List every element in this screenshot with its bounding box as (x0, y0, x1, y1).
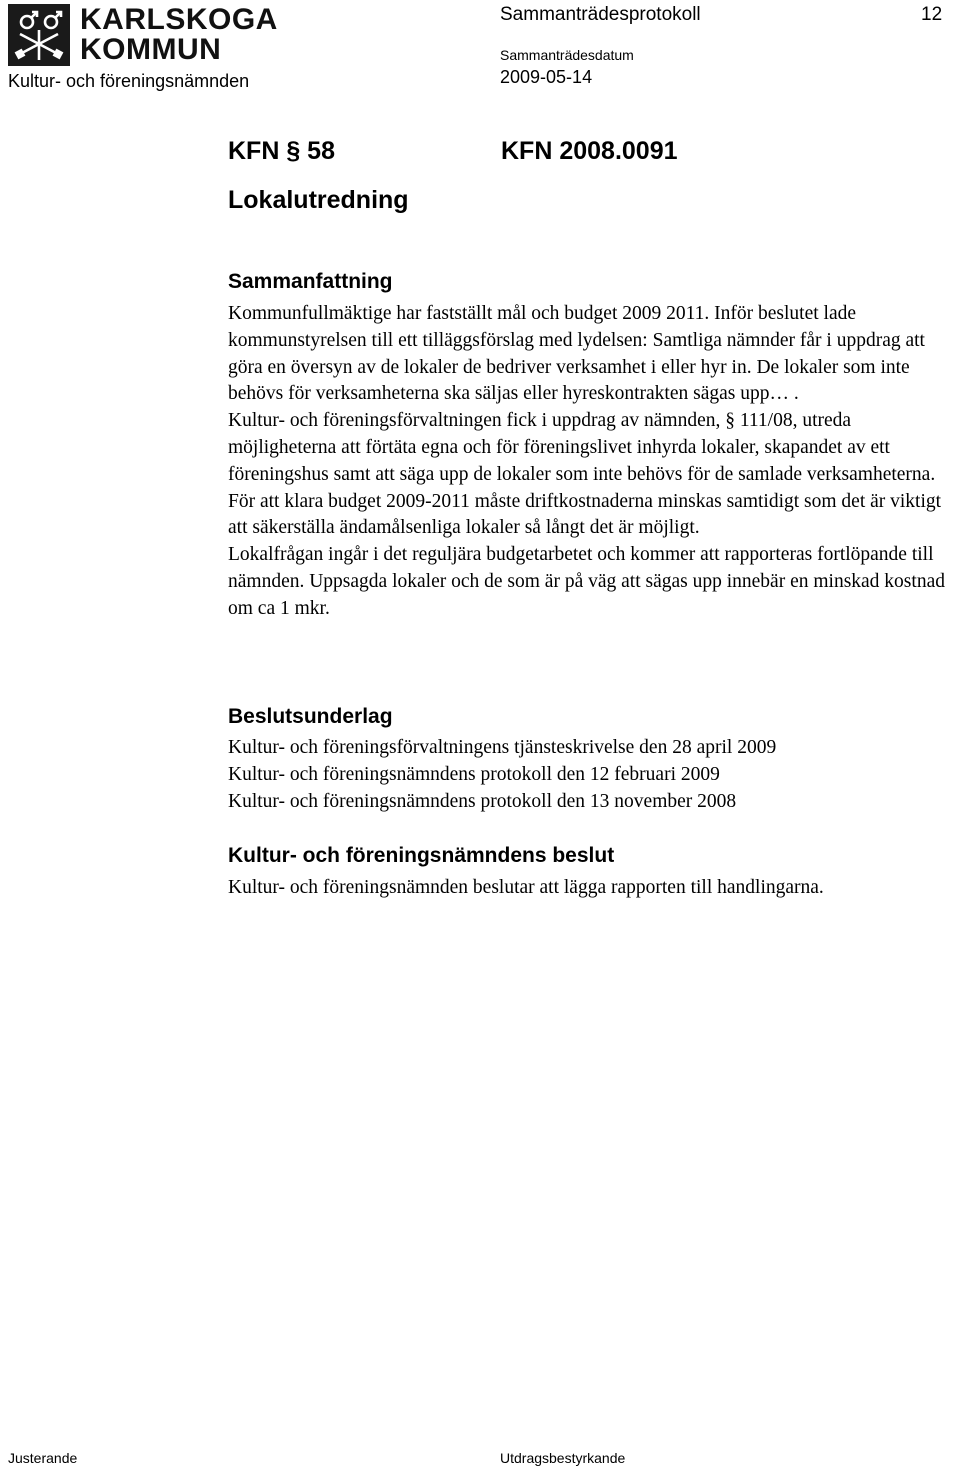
footer-justerande-label: Justerande (8, 1450, 78, 1466)
brand-name-line2: KOMMUN (80, 33, 222, 66)
decision-text: Kultur- och föreningsnämnden beslutar att lägga rapporten till handlingarna. (228, 877, 824, 898)
protocol-title: Sammanträdesprotokoll (500, 4, 701, 25)
footer-utdragsbestyrkande-label: Utdragsbestyrkande (500, 1450, 626, 1466)
summary-paragraph: Lokalfrågan ingår i det reguljära budgetarbetet och kommer att rapporteras fortlöpande till nämnden. Uppsagda lokaler och de som är på väg att sägas upp innebär en minskad kostnad om ca 1 mkr. (228, 544, 945, 619)
meeting-date-label: Sammanträdesdatum (500, 47, 634, 63)
paragraph-reference: KFN § 58 (228, 137, 335, 165)
meeting-date-value: 2009-05-14 (500, 67, 593, 87)
summary-body (228, 301, 948, 623)
decision-basis-item: Kultur- och föreningsförvaltningens tjänsteskrivelse den 28 april 2009 (228, 737, 777, 758)
case-number: KFN 2008.0091 (501, 137, 678, 165)
page-title: Lokalutredning (228, 186, 409, 214)
page-number: 12 (921, 4, 943, 25)
decision-heading: Kultur- och föreningsnämndens beslut (228, 844, 615, 867)
summary-heading: Sammanfattning (228, 270, 393, 293)
summary-paragraph: Kommunfullmäktige har fastställt mål och budget 2009 2011. Inför beslutet lade kommunstyrelsen till ett tilläggsförslag med lydelsen: Samtliga nämnder får i uppdrag att göra en översyn av de lokaler de bedriver verksamhet i eller hyr in. De lokaler som inte behövs för verksamheterna ska säljas eller hyreskontrakten sägas upp… . (228, 303, 925, 405)
brand-name-line1: KARLSKOGA (80, 3, 278, 36)
decision-basis-heading: Beslutsunderlag (228, 705, 393, 728)
decision-basis-item: Kultur- och föreningsnämndens protokoll den 12 februari 2009 (228, 764, 720, 785)
committee-name: Kultur- och föreningsnämnden (8, 71, 250, 91)
decision-basis-item: Kultur- och föreningsnämndens protokoll den 13 november 2008 (228, 791, 737, 812)
municipality-logo-icon (8, 4, 70, 66)
summary-paragraph: Kultur- och föreningsförvaltningen fick i uppdrag av nämnden, § 111/08, utreda möjligheterna att förtäta egna och för föreningslivet inhyrda lokaler, skapandet av ett föreningshus samt att säga upp de lokaler som inte behövs för de samlade verksamheterna. För att klara budget 2009-2011 måste driftkostnaderna minskas samtidigt som det är viktigt att säkerställa ändamålsenliga lokaler så långt det är möjligt. (228, 410, 942, 539)
